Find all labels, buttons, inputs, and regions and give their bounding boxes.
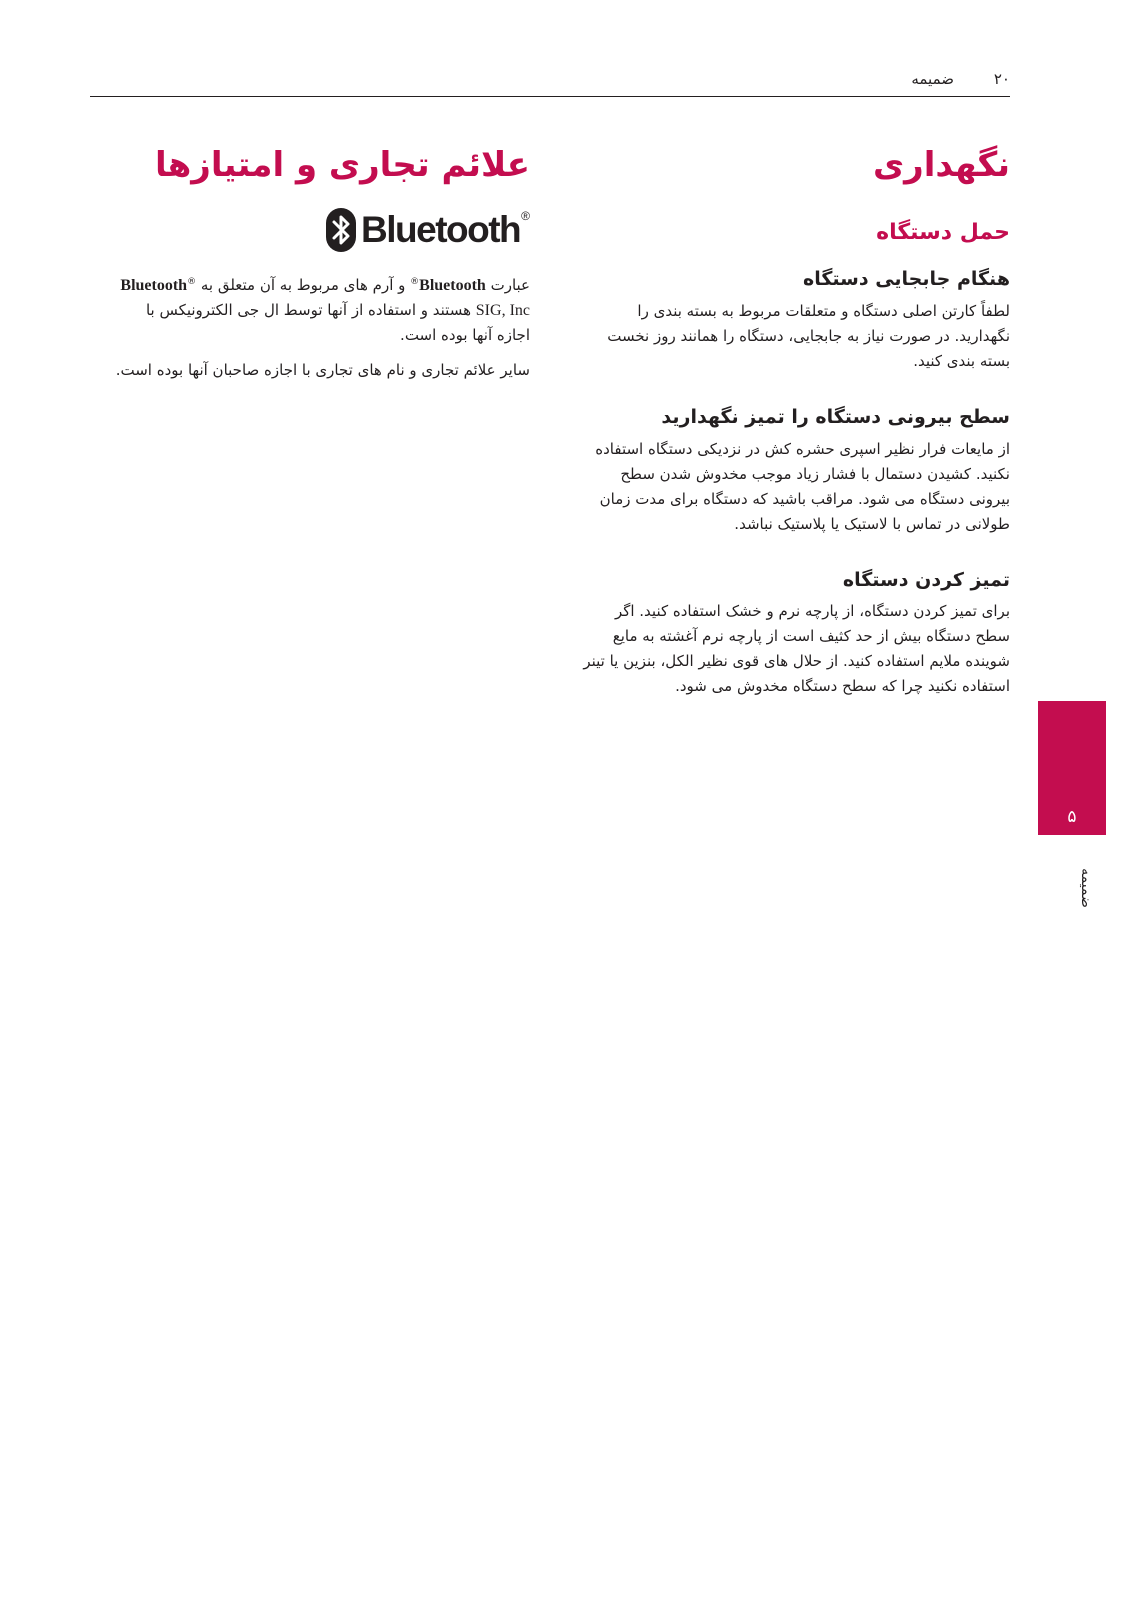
maintenance-title: نگهداری — [872, 145, 1010, 185]
moving-body: لطفاً کارتن اصلی دستگاه و متعلقات مربوط به بسته بندی را نگهدارید. در صورت نیاز به جابجایی، دستگاه را همانند روز نخست بسته بندی کنید. — [607, 301, 1010, 370]
cleaning-body: برای تمیز کردن دستگاه، از پارچه نرم و خشک استفاده کنید. اگر سطح دستگاه بیش از حد کثیف است از پارچه نرم آغشته به مایع شوینده ملایم استفاده کنید. از حلال های قوی نظیر الکل، بنزین یا تینر استفاده نکنید چرا که سطح دستگاه مخدوش می شود. — [583, 602, 1010, 696]
trademark-reg-2: ® — [187, 276, 197, 287]
trademarks-title: علائم تجاری و امتیازها — [154, 145, 530, 185]
trademark-paragraph — [110, 270, 530, 348]
trademark-brand-2: Bluetooth — [120, 276, 188, 294]
bluetooth-wordmark: Bluetooth — [361, 208, 521, 250]
trademark-company: SIG, Inc — [475, 301, 530, 319]
trademark-reg: ® — [410, 276, 420, 287]
page-header — [90, 64, 1010, 97]
trademark-middle: و آرم های مربوط به آن متعلق به — [196, 275, 411, 294]
trademark-brand: Bluetooth — [419, 276, 486, 294]
registered-mark: ® — [521, 208, 530, 223]
chapter-number: ۵ — [1067, 807, 1077, 827]
trademark-prefix: عبارت — [485, 275, 530, 294]
bluetooth-rune-icon — [326, 208, 356, 252]
maintenance-column — [580, 142, 1010, 709]
chapter-label: ضمیمه — [1078, 868, 1094, 908]
header-section-label: ضمیمه — [911, 70, 954, 88]
exterior-heading: سطح بیرونی دستگاه را تمیز نگهدارید — [661, 405, 1010, 428]
moving-heading: هنگام جابجایی دستگاه — [802, 268, 1010, 291]
page-number: ۲۰ — [993, 70, 1010, 88]
cleaning-heading: تمیز کردن دستگاه — [842, 568, 1010, 591]
bluetooth-logo — [110, 208, 530, 256]
other-trademarks-paragraph: سایر علائم تجاری و نام های تجاری با اجازه صاحبان آنها بوده است. — [115, 360, 530, 379]
trademark-suffix: هستند و استفاده از آنها توسط ال جی الکترونیکس با اجازه آنها بوده است. — [145, 300, 530, 344]
trademarks-column — [110, 142, 530, 393]
chapter-tab — [1038, 701, 1106, 835]
exterior-body: از مایعات فرار نظیر اسپری حشره کش در نزدیکی دستگاه استفاده نکنید. کشیدن دستمال با فشار زیاد موجب مخدوش شدن سطح بیرونی دستگاه می شود. مراقب باشید که دستگاه برای مدت زمان طولانی در تماس با لاستیک یا پلاستیک نباشد. — [595, 439, 1010, 533]
transport-subtitle: حمل دستگاه — [876, 219, 1010, 245]
